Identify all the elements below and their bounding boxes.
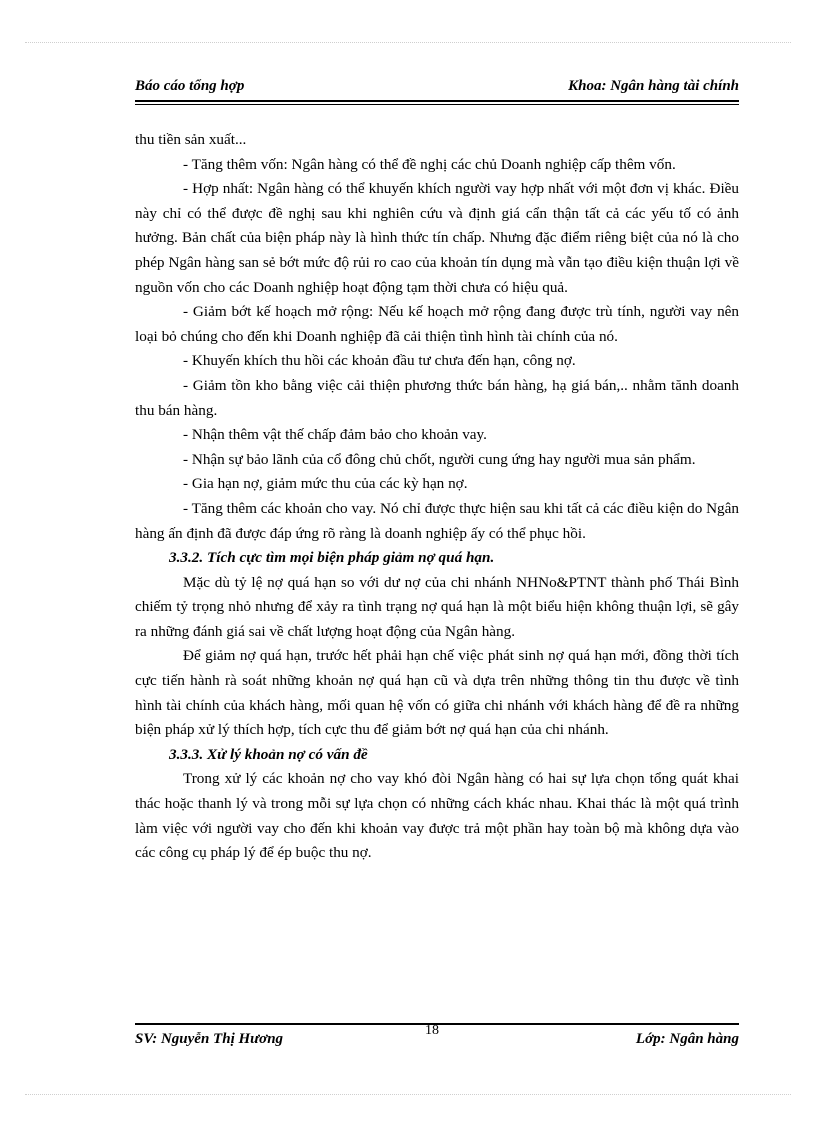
paragraph: thu tiền sản xuất... bbox=[135, 131, 247, 148]
page-number: 18 bbox=[425, 1023, 439, 1038]
paragraph: - Giảm bớt kế hoạch mở rộng: Nếu kế hoạch mở rộng đang được trù tính, người vay nên loại bỏ chúng cho đến khi Doanh nghiệp đã cải thiện tình hình tài chính của nó. bbox=[135, 303, 739, 345]
paragraph: - Giảm tồn kho bằng việc cải thiện phương thức bán hàng, hạ giá bán,.. nhằm tănh doanh thu bán hàng. bbox=[135, 376, 739, 419]
section-heading-3-3-2: 3.3.2. Tích cực tìm mọi biện pháp giảm nợ quá hạn. bbox=[169, 549, 495, 567]
page-header bbox=[135, 74, 739, 102]
paragraph: - Tăng thêm vốn: Ngân hàng có thể đề nghị các chủ Doanh nghiệp cấp thêm vốn. bbox=[183, 155, 676, 173]
footer-student-name: SV: Nguyễn Thị Hương bbox=[135, 1031, 284, 1047]
paragraph: - Nhận thêm vật thế chấp đảm bảo cho khoản vay. bbox=[183, 426, 487, 444]
paragraph: - Khuyến khích thu hồi các khoản đầu tư chưa đến hạn, công nợ. bbox=[183, 352, 576, 370]
paragraph: - Nhận sự bảo lãnh của cổ đông chủ chốt, người cung ứng hay người mua sản phẩm. bbox=[183, 450, 696, 468]
paragraph: - Gia hạn nợ, giảm mức thu của các kỳ hạn nợ. bbox=[183, 475, 468, 493]
header-report-title: Báo cáo tổng hợp bbox=[135, 78, 245, 94]
document-body bbox=[135, 128, 739, 866]
page-edge-bottom-line bbox=[25, 1094, 791, 1095]
footer-class: Lớp: Ngân hàng bbox=[635, 1031, 739, 1047]
paragraph: Trong xử lý các khoản nợ cho vay khó đòi Ngân hàng có hai sự lựa chọn tổng quát khai thác hoặc thanh lý và trong mỗi sự lựa chọn có những cách khác nhau. Khai thác là một quá trình làm việc với người vay cho đến khi khoản vay được trả một phần hay toàn bộ mà không dựa vào các công cụ pháp lý để ép buộc thu nợ. bbox=[135, 770, 739, 862]
paragraph: Mặc dù tỷ lệ nợ quá hạn so với dư nợ của chi nhánh NHNo&PTNT thành phố Thái Bình chiếm tỷ trọng nhỏ nhưng để xảy ra tình trạng nợ quá hạn là một biểu hiện không thuận lợi, sẽ gây ra những đánh giá sai về chất lượng hoạt động của Ngân hàng. bbox=[135, 573, 739, 640]
page-footer bbox=[135, 1023, 739, 1053]
section-heading-3-3-3: 3.3.3. Xử lý khoản nợ có vấn đề bbox=[169, 745, 368, 763]
paragraph: Để giảm nợ quá hạn, trước hết phải hạn chế việc phát sinh nợ quá hạn mới, đồng thời tích cực tiến hành rà soát những khoản nợ quá hạn cũ và dựa trên những thông tin thu được về tình hình tài chính của khách hàng, mối quan hệ vốn có giữa chi nhánh với khách hàng để đề ra những biện pháp xử lý thích hợp, tích cực thu để giảm bớt nợ quá hạn của chi nhánh. bbox=[135, 647, 739, 739]
header-faculty: Khoa: Ngân hàng tài chính bbox=[568, 78, 739, 94]
page-edge-top-line bbox=[25, 42, 791, 43]
header-divider bbox=[135, 104, 739, 105]
paragraph: - Tăng thêm các khoản cho vay. Nó chỉ được thực hiện sau khi tất cả các điều kiện do Ngân hàng ấn định đã được đáp ứng rõ ràng là doanh nghiệp ấy có thể phục hồi. bbox=[135, 499, 739, 542]
paragraph: - Hợp nhất: Ngân hàng có thể khuyến khích người vay hợp nhất với một đơn vị khác. Điều này chỉ có thể được đề nghị sau khi nghiên cứu và định giá cẩn thận tất cả các yếu tố có ảnh hưởng. Bản chất của biện pháp này là hình thức tín chấp. Nhưng đặc điểm riêng biệt của nó là cho phép Ngân hàng san sẻ bớt mức độ rủi ro cao của khoản tín dụng mà vẫn tạo điều kiện thuận lợi về nguồn vốn cho các Doanh nghiệp hoạt động tạm thời chưa có hiệu quả. bbox=[135, 180, 739, 296]
